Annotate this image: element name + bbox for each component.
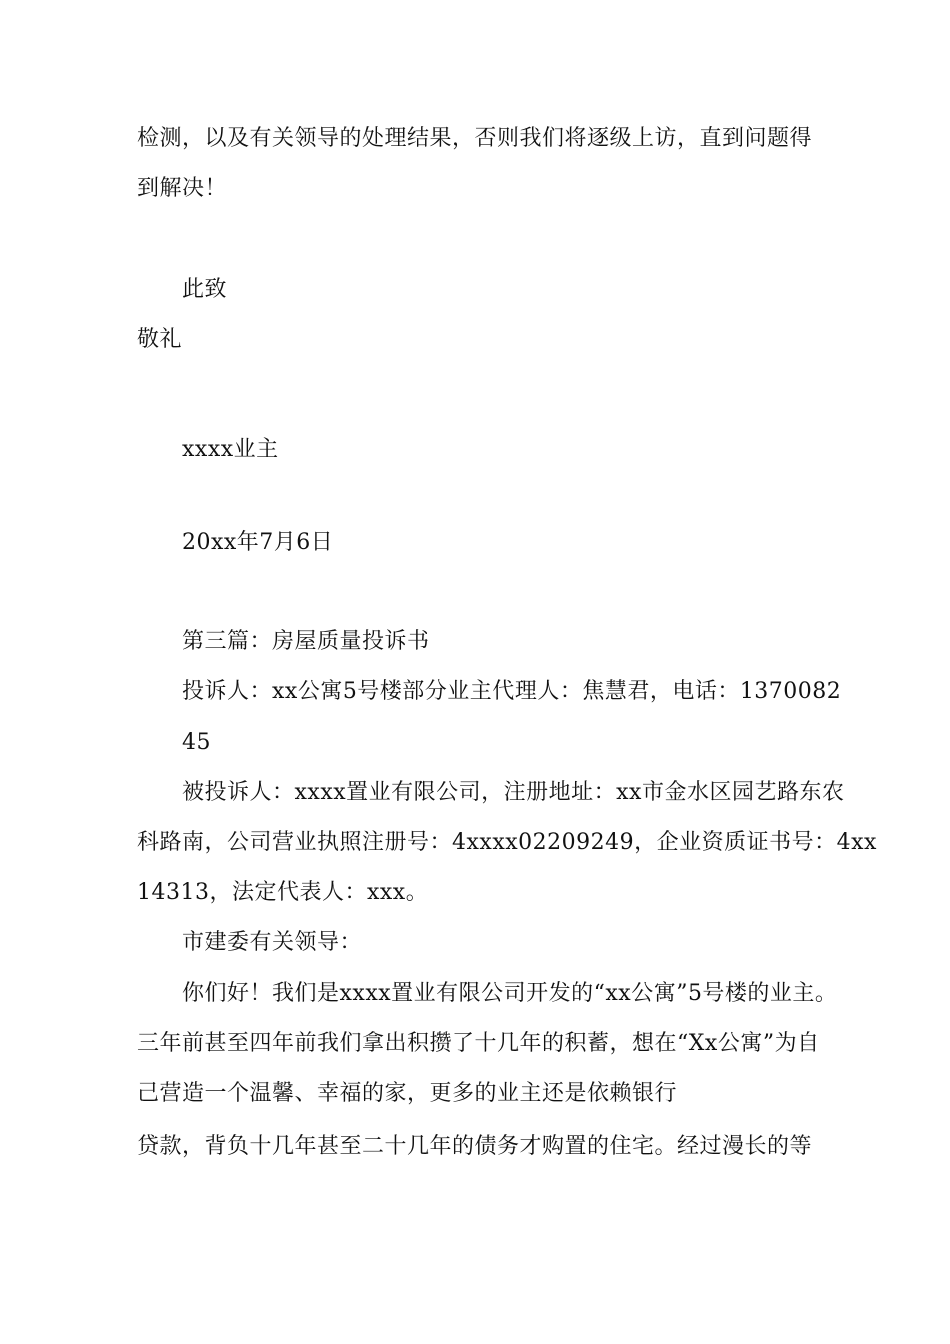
respondent-line-2: 科路南，公司营业执照注册号：4xxxx02209249，企业资质证书号：4xx (137, 830, 877, 855)
respondent-line-3: 14313，法定代表人：xxx。 (137, 880, 429, 905)
body-paragraph-line-4: 贷款，背负十几年甚至二十几年的债务才购置的住宅。经过漫长的等 (137, 1134, 813, 1159)
body-line-1: 检测，以及有关领导的处理结果，否则我们将逐级上访，直到问题得 (137, 126, 813, 151)
body-line-2: 到解决！ (137, 176, 228, 201)
closing-salute: 敬礼 (137, 327, 183, 352)
section-title: 第三篇：房屋质量投诉书 (182, 629, 430, 654)
date-line: 20xx年7月6日 (182, 530, 334, 555)
respondent-line-1: 被投诉人：xxxx置业有限公司，注册地址：xx市金水区园艺路东农 (182, 780, 845, 805)
body-paragraph-line-2: 三年前甚至四年前我们拿出积攒了十几年的积蓄，想在“Xx公寓”为自 (137, 1031, 820, 1056)
complainant-line-cont: 45 (182, 730, 211, 755)
complainant-line: 投诉人：xx公寓5号楼部分业主代理人：焦慧君，电话：1370082 (182, 679, 842, 704)
body-paragraph-line-1: 你们好！我们是xxxx置业有限公司开发的“xx公寓”5号楼的业主。 (182, 981, 838, 1006)
signature: xxxx业主 (182, 437, 279, 462)
closing-greeting: 此致 (182, 277, 228, 302)
body-paragraph-line-3: 己营造一个温馨、幸福的家，更多的业主还是依赖银行 (137, 1081, 678, 1106)
addressee: 市建委有关领导： (182, 930, 363, 955)
